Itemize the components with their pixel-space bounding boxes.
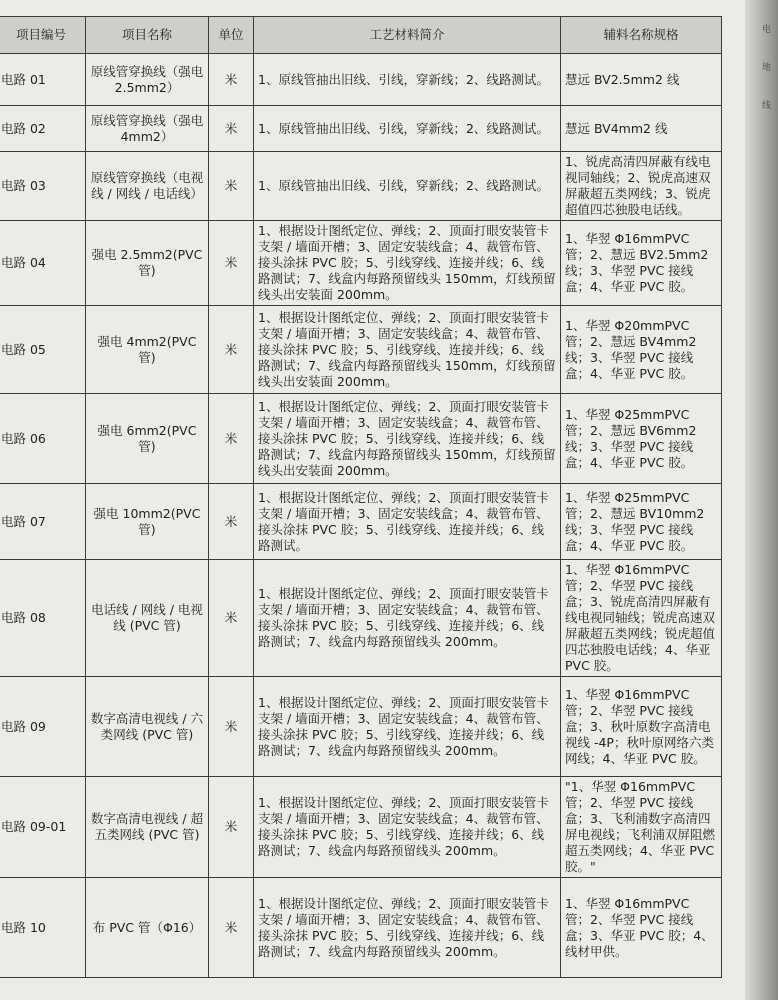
row-process: 1、根据设计图纸定位、弹线；2、顶面打眼安装管卡支架 / 墙面开槽；3、固定安装线盒；4、裁管布管、接头涂抹 PVC 胶；5、引线穿线、连接并线；6、线路测试；7、线盒内每路预留线头 200mm。 [254,777,561,878]
table-row [0,484,722,560]
table-row [0,106,722,152]
row-aux: 1、华翌 Φ16mmPVC 管；2、华翌 PVC 接线盒；3、华亚 PVC 胶；4、线材甲供。 [561,878,722,978]
table-row [0,878,722,978]
header-code: 项目编号 [0,17,86,54]
row-unit: 米 [209,306,254,394]
header-aux: 辅料名称规格 [561,17,722,54]
row-code: 电路 08 [0,560,86,677]
row-code: 电路 09 [0,677,86,777]
row-unit: 米 [209,152,254,221]
row-unit: 米 [209,878,254,978]
row-code: 电路 09-01 [0,777,86,878]
header-process: 工艺材料简介 [254,17,561,54]
row-code: 电路 04 [0,221,86,306]
row-aux: 1、华翌 Φ25mmPVC 管；2、慧远 BV6mm2 线；3、华翌 PVC 接线盒；4、华亚 PVC 胶。 [561,394,722,484]
row-process: 1、根据设计图纸定位、弹线；2、顶面打眼安装管卡支架 / 墙面开槽；3、固定安装线盒；4、裁管布管、接头涂抹 PVC 胶；5、引线穿线、连接并线；6、线路测试；7、线盒内每路预留线头 200mm。 [254,677,561,777]
table-row [0,306,722,394]
row-aux: 1、华翌 Φ16mmPVC 管；2、华翌 PVC 接线盒；3、锐虎高清四屏蔽有线电视同轴线；锐虎高速双屏蔽超五类网线；锐虎超值四芯独股电话线；4、华亚 PVC 胶。 [561,560,722,677]
row-name: 布 PVC 管（Φ16） [86,878,209,978]
edge-mark: 地 [762,63,772,73]
table-row [0,394,722,484]
row-unit: 米 [209,677,254,777]
row-unit: 米 [209,106,254,152]
row-name: 数字高清电视线 / 超五类网线 (PVC 管) [86,777,209,878]
row-name: 强电 2.5mm2(PVC 管) [86,221,209,306]
row-process: 1、根据设计图纸定位、弹线；2、顶面打眼安装管卡支架 / 墙面开槽；3、固定安装线盒；4、裁管布管、接头涂抹 PVC 胶；5、引线穿线、连接并线；6、线路测试；7、线盒内每路预留线头 150mm，灯线预留线头出安装面 200mm。 [254,394,561,484]
adjacent-page-edge [745,0,778,1000]
row-unit: 米 [209,221,254,306]
row-code: 电路 06 [0,394,86,484]
row-name: 原线管穿换线（电视线 / 网线 / 电话线） [86,152,209,221]
row-name: 原线管穿换线（强电 4mm2） [86,106,209,152]
table-row [0,677,722,777]
row-code: 电路 05 [0,306,86,394]
row-process: 1、原线管抽出旧线、引线，穿新线；2、线路测试。 [254,152,561,221]
row-name: 原线管穿换线（强电 2.5mm2） [86,54,209,106]
row-name: 电话线 / 网线 / 电视线 (PVC 管) [86,560,209,677]
row-aux: "1、华翌 Φ16mmPVC 管；2、华翌 PVC 接线盒；3、飞利浦数字高清四屏电视线；飞利浦双屏阻燃超五类网线；4、华亚 PVC 胶。" [561,777,722,878]
row-name: 强电 10mm2(PVC 管) [86,484,209,560]
row-unit: 米 [209,560,254,677]
row-process: 1、原线管抽出旧线、引线，穿新线；2、线路测试。 [254,106,561,152]
row-name: 数字高清电视线 / 六类网线 (PVC 管) [86,677,209,777]
header-unit: 单位 [209,17,254,54]
edge-mark: 线 [762,101,772,111]
row-code: 电路 01 [0,54,86,106]
row-code: 电路 10 [0,878,86,978]
spec-table [0,16,722,978]
row-aux: 慧远 BV4mm2 线 [561,106,722,152]
table-row [0,221,722,306]
row-aux: 1、华翌 Φ25mmPVC 管；2、慧远 BV10mm2 线；3、华翌 PVC 接线盒；4、华亚 PVC 胶。 [561,484,722,560]
table-row [0,54,722,106]
row-process: 1、根据设计图纸定位、弹线；2、顶面打眼安装管卡支架 / 墙面开槽；3、固定安装线盒；4、裁管布管、接头涂抹 PVC 胶；5、引线穿线、连接并线；6、线路测试；7、线盒内每路预留线头 150mm，灯线预留线头出安装面 200mm。 [254,306,561,394]
row-process: 1、原线管抽出旧线、引线，穿新线；2、线路测试。 [254,54,561,106]
row-name: 强电 6mm2(PVC 管) [86,394,209,484]
row-process: 1、根据设计图纸定位、弹线；2、顶面打眼安装管卡支架 / 墙面开槽；3、固定安装线盒；4、裁管布管、接头涂抹 PVC 胶；5、引线穿线、连接并线；6、线路测试；7、线盒内每路预留线头 200mm。 [254,878,561,978]
row-aux: 1、华翌 Φ20mmPVC 管；2、慧远 BV4mm2 线；3、华翌 PVC 接线盒；4、华亚 PVC 胶。 [561,306,722,394]
row-aux: 1、华翌 Φ16mmPVC 管；2、慧远 BV2.5mm2 线；3、华翌 PVC 接线盒；4、华亚 PVC 胶。 [561,221,722,306]
edge-mark: 电 [762,25,772,35]
table-row [0,152,722,221]
header-row [0,17,722,54]
row-code: 电路 03 [0,152,86,221]
row-process: 1、根据设计图纸定位、弹线；2、顶面打眼安装管卡支架 / 墙面开槽；3、固定安装线盒；4、裁管布管、接头涂抹 PVC 胶；5、引线穿线、连接并线；6、线路测试。 [254,484,561,560]
row-aux: 1、锐虎高清四屏蔽有线电视同轴线；2、锐虎高速双屏蔽超五类网线；3、锐虎超值四芯独股电话线。 [561,152,722,221]
row-aux: 慧远 BV2.5mm2 线 [561,54,722,106]
table-row [0,560,722,677]
row-aux: 1、华翌 Φ16mmPVC 管；2、华翌 PVC 接线盒；3、秋叶原数字高清电视线 -4P；秋叶原网络六类网线；4、华亚 PVC 胶。 [561,677,722,777]
header-name: 项目名称 [86,17,209,54]
row-code: 电路 02 [0,106,86,152]
row-unit: 米 [209,777,254,878]
row-process: 1、根据设计图纸定位、弹线；2、顶面打眼安装管卡支架 / 墙面开槽；3、固定安装线盒；4、裁管布管、接头涂抹 PVC 胶；5、引线穿线、连接并线；6、线路测试；7、线盒内每路预留线头 150mm，灯线预留线头出安装面 200mm。 [254,221,561,306]
table-row [0,777,722,878]
row-name: 强电 4mm2(PVC 管) [86,306,209,394]
row-code: 电路 07 [0,484,86,560]
row-unit: 米 [209,484,254,560]
row-unit: 米 [209,394,254,484]
row-unit: 米 [209,54,254,106]
row-process: 1、根据设计图纸定位、弹线；2、顶面打眼安装管卡支架 / 墙面开槽；3、固定安装线盒；4、裁管布管、接头涂抹 PVC 胶；5、引线穿线、连接并线；6、线路测试；7、线盒内每路预留线头 200mm。 [254,560,561,677]
